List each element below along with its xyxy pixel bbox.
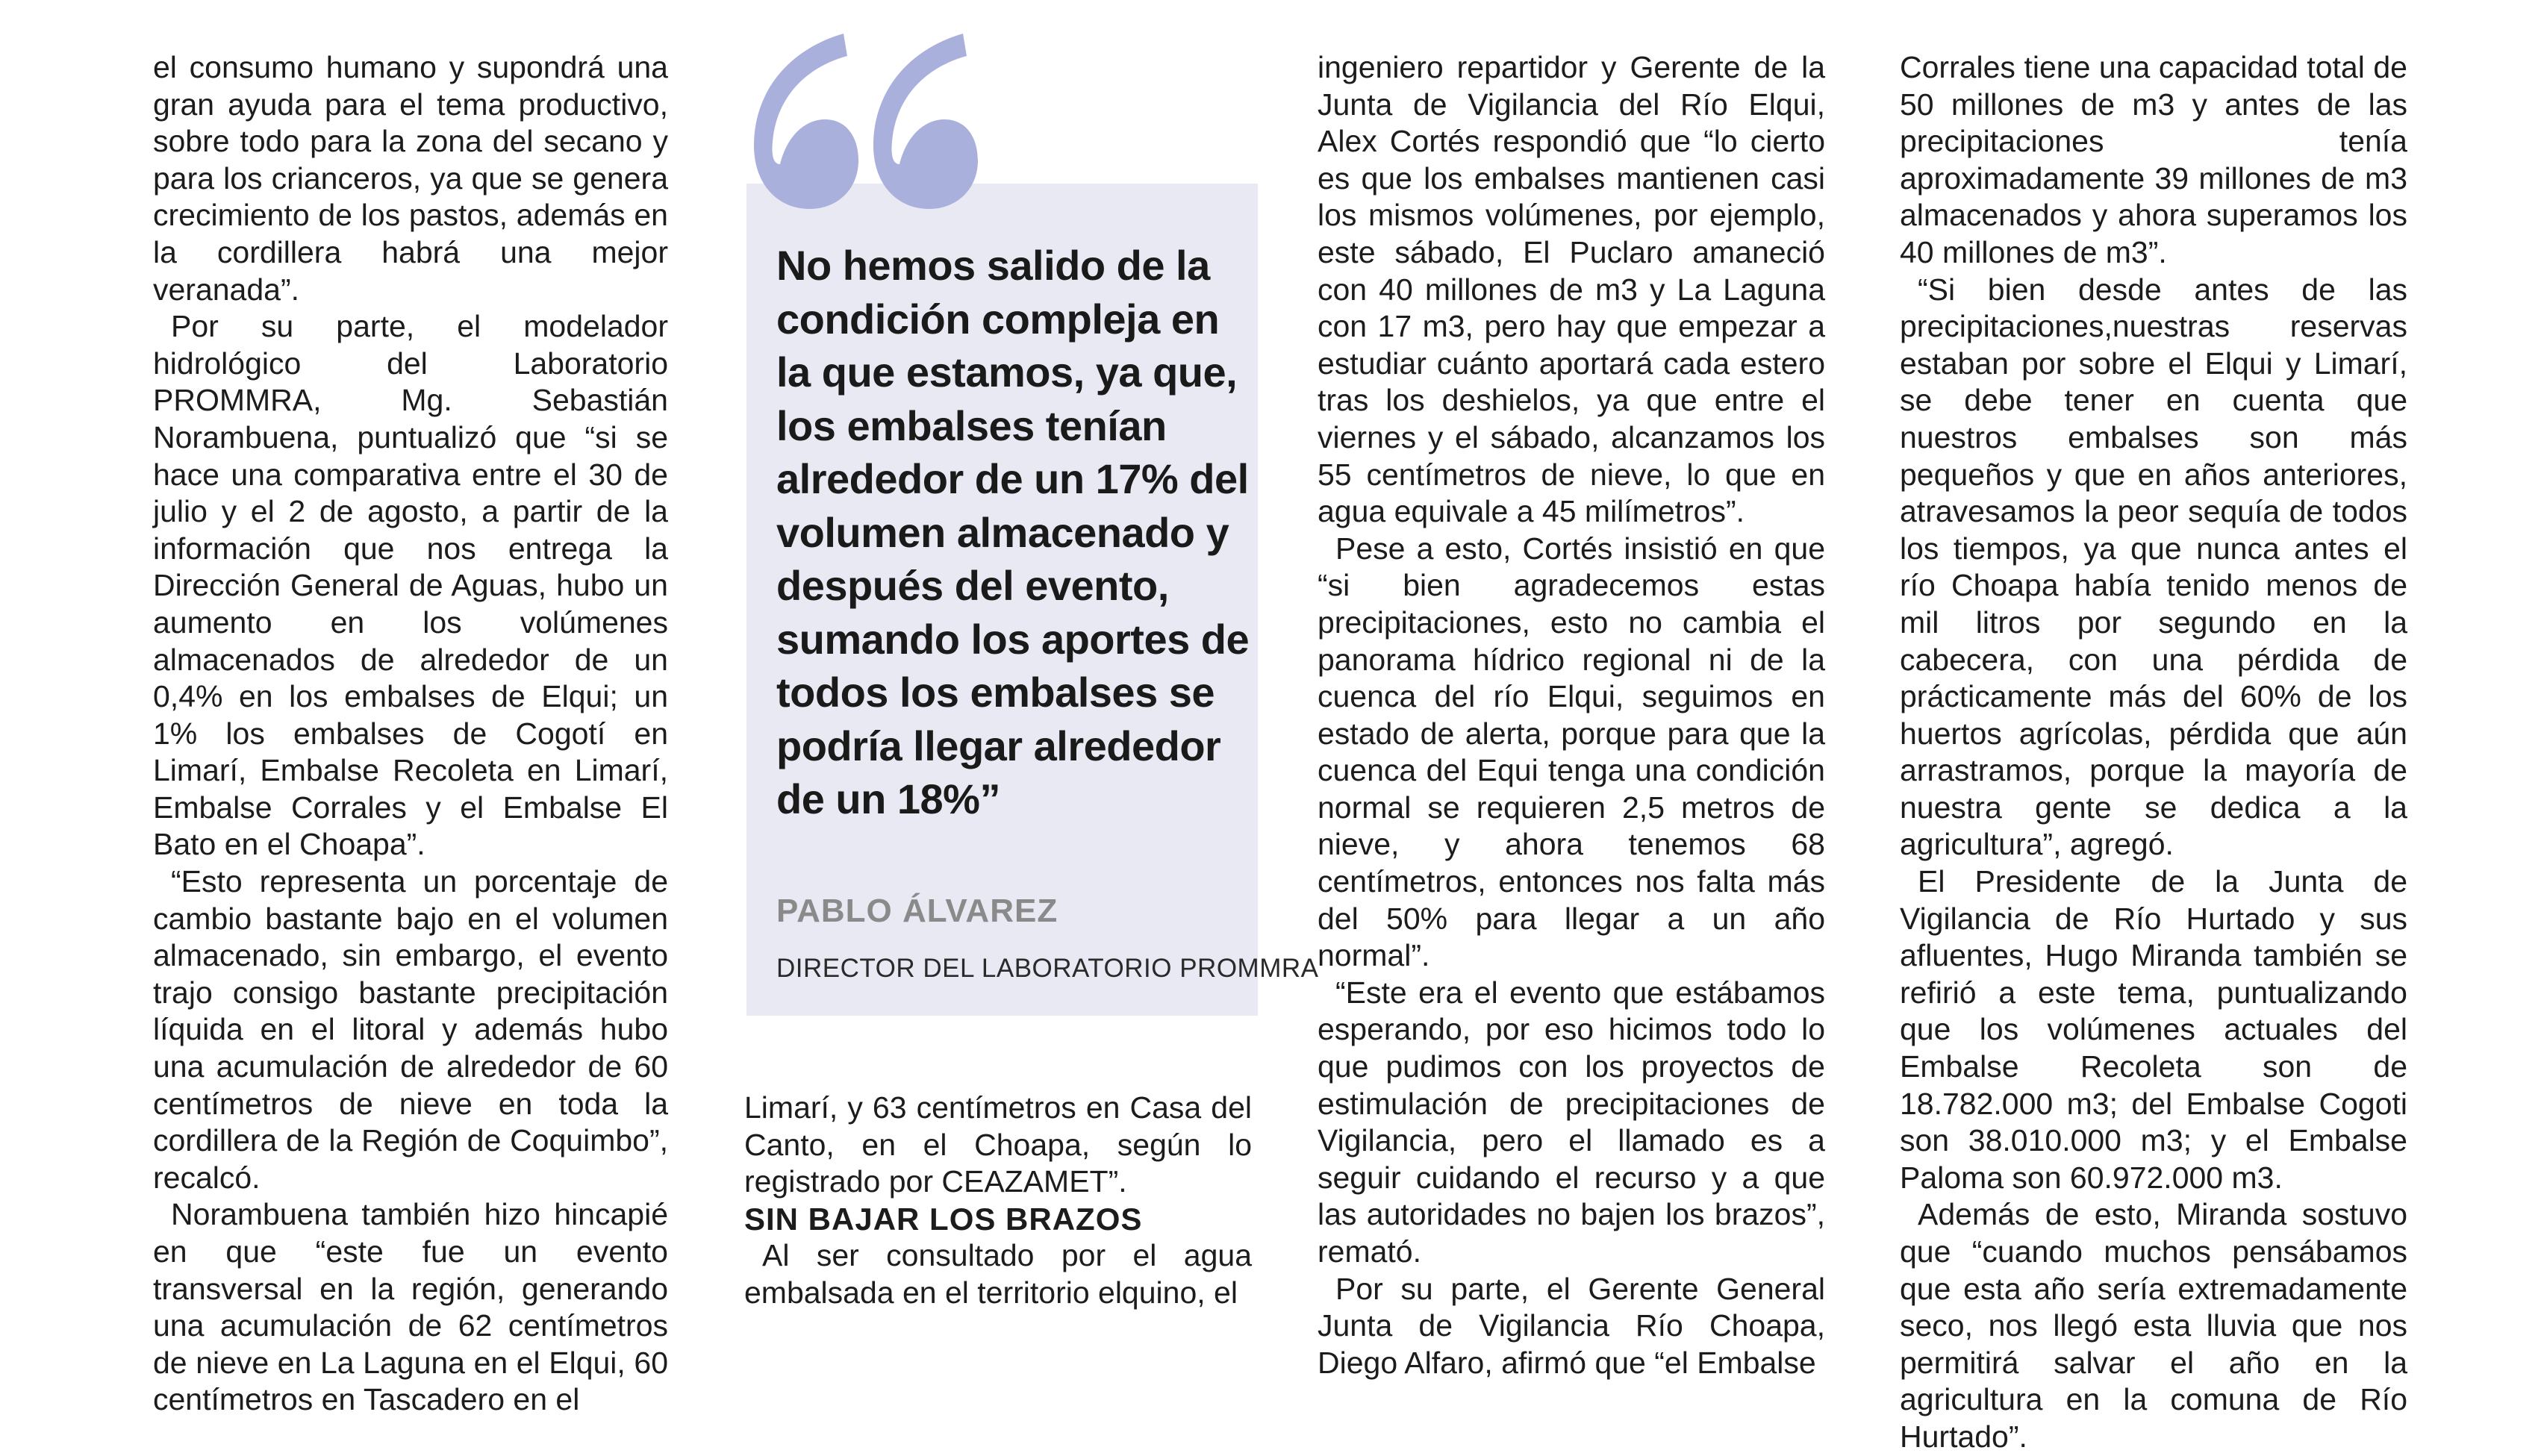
paragraph: Al ser consultado por el agua embalsada en el territorio elquino, el [744,1238,1252,1310]
paragraph: El Presidente de la Junta de Vigilancia de Río Hurtado y sus afluentes, Hugo Miranda también se refirió a este tema, puntualizando que los volúmenes actuales del Embalse Recoleta son de 18.782.000 m3; del Embalse Cogoti son 38.010.000 m3; y el Embalse Paloma son 60.972.000 m3. [1900,864,2407,1195]
paragraph: Norambuena también hizo hincapié en que “este fue un evento transversal en la región, generando una acumulación de 62 centímetros de nieve en La Laguna en el Elqui, 60 centímetros en Tascadero en el [153,1197,668,1417]
article-column-2 [744,1090,1252,1312]
article-column-4 [1900,49,2407,1456]
paragraph: Además de esto, Miranda sostuvo que “cuando muchos pensábamos que esta año sería extremadamente seco, nos llegó esta lluvia que nos permitirá salvar el año en la agricultura en la comuna de Río Hurtado”. [1900,1197,2407,1454]
quote-mark-icon [735,15,989,231]
article-column-1 [153,49,668,1419]
section-subhead: SIN BAJAR LOS BRAZOS [744,1201,1143,1237]
paragraph: Pese a esto, Cortés insistió en que “si bien agradecemos estas precipitaciones, esto no cambia el panorama hídrico regional ni de la cuenca del río Elqui, seguimos en estado de alerta, porque para que la cuenca del Equi tenga una condición normal se requieren 2,5 metros de nieve, y ahora tenemos 68 centímetros, entonces nos falta más del 50% para llegar a un año normal”. [1318,531,1825,973]
paragraph: Limarí, y 63 centímetros en Casa del Canto, en el Choapa, según lo registrado por CEAZAMET”. [744,1090,1252,1199]
paragraph: Por su parte, el modelador hidrológico del Laboratorio PROMMRA, Mg. Sebastián Norambuena, puntualizó que “si se hace una comparativa entre el 30 de julio y el 2 de agosto, a partir de la información que nos entrega la Dirección General de Aguas, hubo un aumento en los volúmenes almacenados de alrededor de un 0,4% en los embalses de Elqui; un 1% los embalses de Cogotí en Limarí, Embalse Recoleta en Limarí, Embalse Corrales y el Embalse El Bato en el Choapa”. [153,309,668,862]
pull-quote-text: No hemos salido de la condición compleja en la que estamos, ya que, los embalses tenían alrededor de un 17% del volumen almacenado y después del evento, sumando los aportes de todos los embalses se podría llegar alrededor de un 18%” [776,242,1250,822]
paragraph: ingeniero repartidor y Gerente de la Junta de Vigilancia del Río Elqui, Alex Cortés respondió que “lo cierto es que los embalses mantienen casi los mismos volúmenes, por ejemplo, este sábado, El Puclaro amaneció con 40 millones de m3 y La Laguna con 17 m3, pero hay que empezar a estudiar cuánto aportará cada estero tras los deshielos, ya que entre el viernes y el sábado, alcanzamos los 55 centímetros de nieve, lo que en agua equivale a 45 milímetros”. [1318,50,1825,529]
paragraph: el consumo humano y supondrá una gran ayuda para el tema productivo, sobre todo para la zona del secano y para los crianceros, ya que se genera crecimiento de los pastos, además en la cordillera habrá una mejor veranada”. [153,50,668,307]
paragraph: “Esto representa un porcentaje de cambio bastante bajo en el volumen almacenado, sin embargo, el evento trajo consigo bastante precipitación líquida en el litoral y además hubo una acumulación de alrededor de 60 centímetros de nieve en toda la cordillera de la Región de Coquimbo”, recalcó. [153,864,668,1195]
quote-author-role: DIRECTOR DEL LABORATORIO PROMMRA [776,954,1319,983]
paragraph: Por su parte, el Gerente General Junta de Vigilancia Río Choapa, Diego Alfaro, afirmó que “el Embalse [1318,1271,1825,1380]
quote-author: PABLO ÁLVAREZ [776,893,1059,929]
paragraph: “Si bien desde antes de las precipitaciones,nuestras reservas estaban por sobre el Elqui y Limarí, se debe tener en cuenta que nuestros embalses son más pequeños y que en años anteriores, atravesamos la peor sequía de todos los tiempos, ya que nunca antes el río Choapa había tenido menos de mil litros por segundo en la cabecera, con una pérdida de prácticamente más del 60% de los huertos agrícolas, pérdida que aún arrastramos, porque la mayoría de nuestra gente se dedica a la agricultura”, agregó. [1900,272,2407,862]
article-column-3 [1318,49,1825,1381]
paragraph: “Este era el evento que estábamos esperando, por eso hicimos todo lo que pudimos con los proyectos de estimulación de precipitaciones de Vigilancia, pero el llamado es a seguir cuidando el recurso y a que las autoridades no bajen los brazos”, remató. [1318,975,1825,1269]
paragraph: Corrales tiene una capacidad total de 50 millones de m3 y antes de las precipitaciones tenía aproximadamente 39 millones de m3 almacenados y ahora superamos los 40 millones de m3”. [1900,50,2407,269]
